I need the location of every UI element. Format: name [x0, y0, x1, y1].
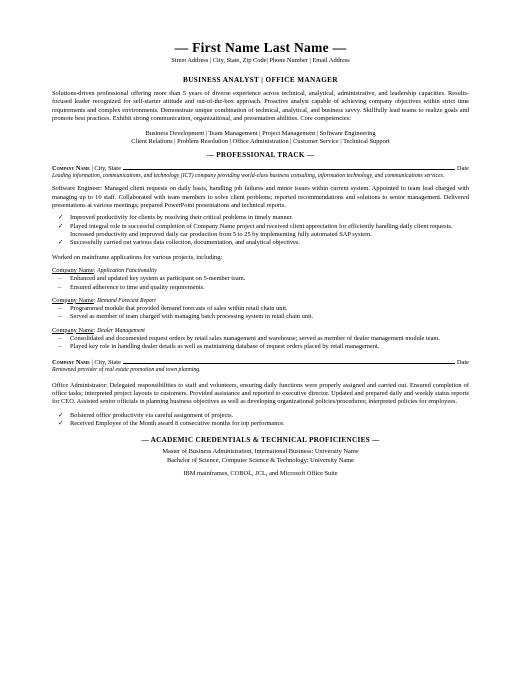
company-location: | City, State: [89, 165, 121, 173]
check-icon: ✓: [58, 239, 64, 247]
list-item: [58, 214, 469, 222]
company-name: Company Name: [52, 165, 90, 173]
project-heading: Company Name: Demand Forecast Report: [52, 296, 156, 304]
job-date: Date: [456, 165, 469, 173]
project-item-text: Served as member of team charged with managing batch processing system in retail chain unit.: [70, 313, 314, 321]
list-item: [58, 420, 469, 428]
list-item: [58, 305, 469, 313]
candidate-name: — First Name Last Name —: [174, 40, 347, 55]
project-item-text: Consolidated and documented request orders by retail sales management and warehouse; served as member of dealer management module team.: [70, 334, 440, 342]
achievement-text: Improved productivity for clients by resolving their critical problems in timely manner.: [70, 214, 293, 222]
list-item: [58, 335, 469, 343]
achievement-list: [58, 412, 469, 429]
achievement-list: [58, 214, 469, 247]
project-2: [52, 297, 469, 322]
contact-line: Street Address | City, State, Zip Code| Phone Number | Email Address: [171, 57, 350, 64]
achievement-text: Successfully carried out various data collection, documentation, and analytical objectives.: [70, 239, 300, 247]
dash-icon: –: [58, 313, 62, 321]
projects-intro: Worked on mainframe applications for various projects, including:: [52, 253, 223, 261]
project-heading: Company Name: Dealer Management: [52, 326, 145, 334]
project-list: [58, 275, 469, 292]
summary-paragraph: Solutions-driven professional offering more than 5 years of diverse experience across technical, analytical, administrative, and leadership capacities. Results-focused leader recognized for self-starter attitude and out-of-the-box approach. Proactive analyst capable of achieving company objectives within strict time requirements and complex environments. Demonstrate unique combination of technical, analytical, and business savvy. Skillfully lead teams to realize goals and promote best practices. Exhibit strong communication, organizational, and presentation abilities. Core competencies:: [52, 90, 469, 123]
project-item-text: Programmed module that provided demand forecasts of sales within retail chain unit.: [70, 305, 288, 313]
degree-1: Master of Business Administration, International Business: University Name: [162, 448, 359, 456]
role-paragraph: Software Engineer: Managed client requests on daily basis, handling job failures and minor issues within current system. Appointed to team lead charged with managing up to 10 staff. Collaborated with team members to solve client problems; reported recommendations and solutions to senior management. Delivered presentations at various meetings; prepared PowerPoint presentations and technical reports.: [52, 185, 469, 210]
list-item: [58, 343, 469, 351]
education-block: [52, 448, 469, 478]
check-icon: ✓: [58, 411, 64, 419]
resume-page: [52, 40, 469, 479]
project-title: Demand Forecast Report: [97, 297, 156, 304]
project-company: Company Name: [52, 326, 94, 334]
project-company: Company Name: [52, 267, 94, 275]
core-competencies: [52, 130, 469, 146]
dash-icon: –: [58, 334, 62, 342]
dash-icon: –: [58, 275, 62, 283]
project-item-text: Played key role in handling dealer details as well as maintaining database of request orders placed by retail management.: [70, 343, 380, 351]
list-item: [58, 223, 469, 240]
company-description: Renowned provider of real estate promotion and town planning.: [52, 367, 201, 374]
competencies-line-2: Client Relations | Problem Resolution | Office Administration | Customer Service | Technical Support: [131, 137, 390, 145]
dash-icon: –: [58, 283, 62, 291]
company-location: | City, State: [89, 359, 121, 367]
project-list: [58, 335, 469, 352]
check-icon: ✓: [58, 222, 64, 230]
list-item: [58, 239, 469, 247]
job-entry-2: [52, 359, 469, 428]
job-header: [52, 165, 469, 173]
job-date: Date: [456, 359, 469, 367]
check-icon: ✓: [58, 420, 64, 428]
role-paragraph: Office Administrator: Delegated responsibilities to staff and volunteers, ensuring daily functions were properly assigned and carried out. Ensured completion of office tasks; interpreted project layouts to customers. Provided assistance and reported to executive director. Updated and prepared daily and weekly status reports for CEO. Assisted senior officials in planning business objectives as well as developing organizational policies/procedures; interpreted policies for employees.: [52, 381, 469, 406]
achievement-text: Bolstered office productivity via careful assignment of projects.: [70, 411, 234, 419]
achievement-text: Played integral role in successful completion of Company Name project and received client appreciation for efficiently handling daily client requests. Increased productivity and improved daily car production from 5 to 25 by implementing fully automated SAP system.: [70, 222, 453, 239]
project-item-text: Enhanced and updated key system as participant on 5-member team.: [70, 275, 246, 283]
project-1: [52, 267, 469, 292]
project-title: Application Functionality: [97, 268, 157, 275]
company-name: Company Name: [52, 359, 90, 367]
dash-icon: –: [58, 305, 62, 313]
job-company: [52, 165, 121, 173]
list-item: [58, 284, 469, 292]
project-item-text: Ensured adherence to time and quality requirements.: [70, 283, 205, 291]
list-item: [58, 275, 469, 283]
leader-line: [123, 169, 455, 170]
project-title: Dealer Management: [97, 327, 145, 334]
list-item: [58, 412, 469, 420]
job-entry-1: [52, 165, 469, 351]
technical-proficiencies: IBM mainframes, COBOL, JCL, and Microsoft Office Suite: [183, 470, 338, 478]
headline: BUSINESS ANALYST | OFFICE MANAGER: [183, 76, 338, 84]
company-description: Leading information, communications, and technology (ICT) company providing world-class business consulting, information technology, and communications services.: [52, 173, 445, 180]
list-item: [58, 313, 469, 321]
dash-icon: –: [58, 343, 62, 351]
achievement-text: Received Employee of the Month award 8 consecutive months for top performance.: [70, 420, 285, 428]
project-list: [58, 305, 469, 322]
leader-line: [123, 363, 455, 364]
academic-heading: — ACADEMIC CREDENTIALS & TECHNICAL PROFICIENCIES —: [141, 436, 380, 445]
project-3: [52, 327, 469, 352]
project-heading: Company Name: Application Functionality: [52, 267, 157, 275]
competencies-line-1: Business Development | Team Management | Project Management | Software Engineering: [145, 129, 376, 137]
professional-track-heading: — PROFESSIONAL TRACK —: [206, 151, 315, 160]
degree-2: Bachelor of Science, Computer Science & Technology: University Name: [166, 456, 355, 464]
project-company: Company Name: [52, 296, 94, 304]
check-icon: ✓: [58, 214, 64, 222]
